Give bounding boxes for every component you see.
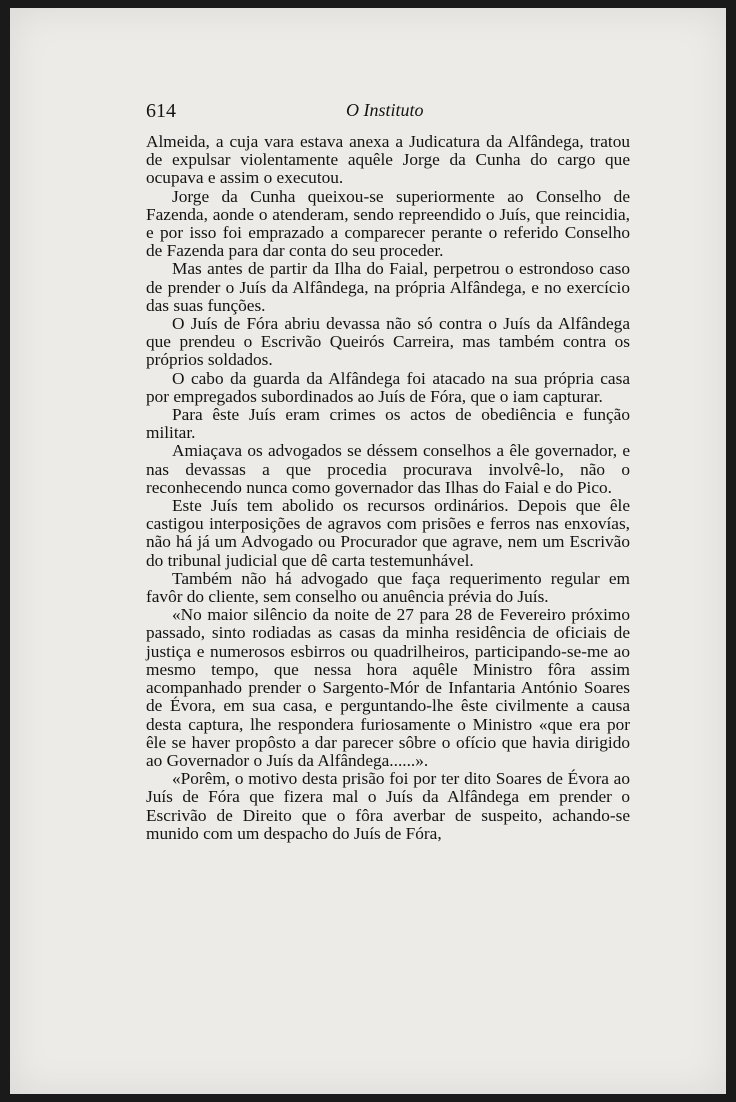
paragraph-1: Almeida, a cuja vara estava anexa a Judicatura da Alfândega, tratou de expulsar violentamente aquêle Jorge da Cunha do cargo que ocupava e assim o executou. — [146, 132, 630, 188]
paragraph-8: Este Juís tem abolido os recursos ordinários. Depois que êle castigou interposições de agravos com prisões e ferros nas enxovías, não há já um Advogado ou Procurador que agrave, nem um Escrivão do tribunal judicial que dê carta testemunhável. — [146, 496, 630, 570]
paragraph-6: Para êste Juís eram crimes os actos de obediência e função militar. — [146, 405, 630, 443]
paragraph-11: «Porêm, o motivo desta prisão foi por ter dito Soares de Évora ao Juís de Fóra que fizera mal o Juís da Alfândega em prender o Escrivão de Direito que o fôra averbar de suspeito, achando-se munido com um despacho do Juís de Fóra, — [146, 769, 630, 843]
page-header — [146, 100, 632, 124]
paragraph-5: O cabo da guarda da Alfândega foi atacado na sua própria casa por empregados subordinados ao Juís de Fóra, que o iam capturar. — [146, 368, 630, 406]
paragraph-7: Amiaçava os advogados se déssem conselhos a êle governador, e nas devassas a que procedia procurava involvê-lo, não o reconhecendo nunca como governador das Ilhas do Faial e do Pico. — [146, 441, 630, 497]
page-number: 614 — [146, 100, 176, 122]
paragraph-3: Mas antes de partir da Ilha do Faial, perpetrou o estrondoso caso de prender o Juís da Alfândega, na própria Alfândega, e no exercício das suas funções. — [146, 259, 630, 315]
running-title: O Instituto — [346, 100, 424, 120]
body-text — [146, 133, 630, 843]
paragraph-4: O Juís de Fóra abriu devassa não só contra o Juís da Alfândega que prendeu o Escrivão Queirós Carreira, mas também contra os próprios soldados. — [146, 314, 630, 370]
paragraph-9: Também não há advogado que faça requerimento regular em favôr do cliente, sem conselho ou anuência prévia do Juís. — [146, 568, 630, 607]
document-page — [10, 8, 726, 1094]
paragraph-2: Jorge da Cunha queixou-se superiormente ao Conselho de Fazenda, aonde o atenderam, sendo repreendido o Juís, que reincidia, e por isso foi emprazado a comparecer perante o referido Conselho de Fazenda para dar conta do seu proceder. — [146, 186, 630, 261]
paragraph-10: «No maior silêncio da noite de 27 para 28 de Fevereiro próximo passado, sinto rodiadas as casas da minha residência de oficiais de justiça e numerosos esbirros ou quadrilheiros, participando-se-me ao mesmo tempo, que nessa hora aquêle Ministro fôra assim acompanhado prender o Sargento-Mór de Infantaria António Soares de Évora, em sua casa, e perguntando-lhe êste civilmente a causa desta captura, lhe respondera furiosamente o Ministro «que era por êle se haver propôsto a dar parecer sôbre o ofício que havia dirigido ao Governador o Juís da Alfândega......». — [146, 605, 630, 770]
